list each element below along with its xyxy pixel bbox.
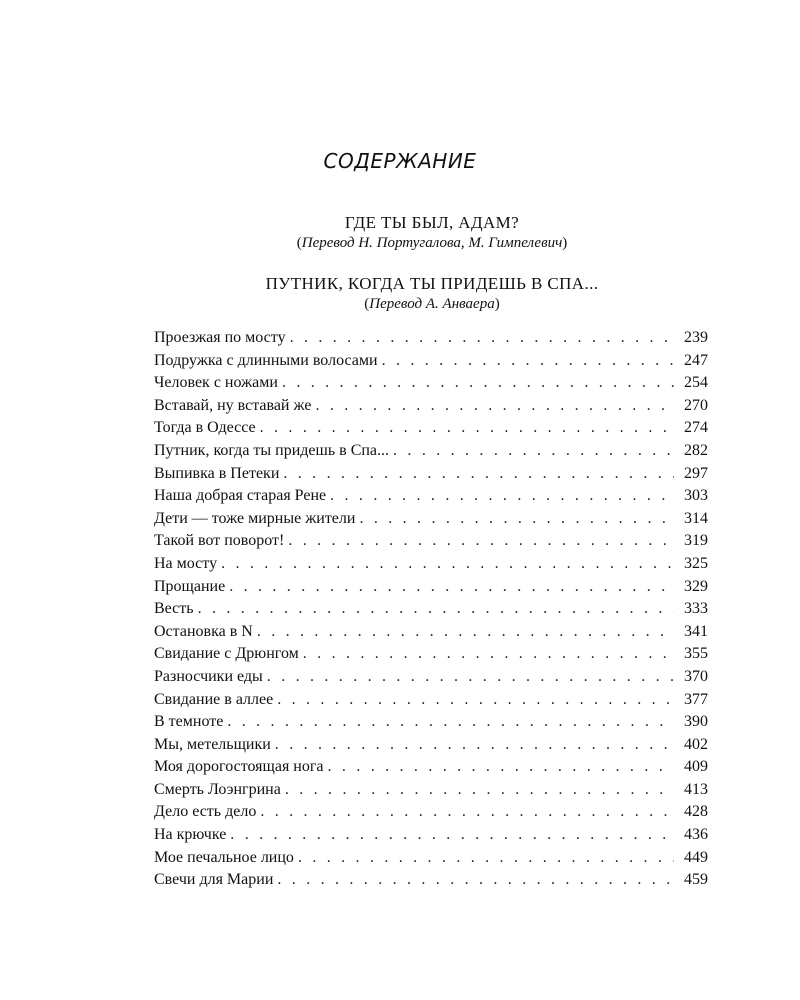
toc-entry xyxy=(154,711,708,734)
toc-entry-page: 390 xyxy=(684,713,708,731)
dot-leader xyxy=(328,756,674,779)
dot-leader xyxy=(277,689,674,712)
dot-leader xyxy=(315,395,674,418)
translator-names: Перевод Н. Португалова, М. Гимпелевич xyxy=(301,235,563,251)
toc-entry-page: 274 xyxy=(684,419,708,437)
dot-leader xyxy=(277,869,674,892)
toc-entry xyxy=(154,734,708,757)
toc-entry xyxy=(154,643,708,666)
toc-entry-page: 314 xyxy=(684,509,708,527)
table-of-contents xyxy=(154,327,708,892)
toc-entry-page: 247 xyxy=(684,351,708,369)
toc-entry-title: Мое печальное лицо xyxy=(154,848,294,866)
toc-entry-title: Тогда в Одессе xyxy=(154,419,256,437)
dot-leader xyxy=(227,711,674,734)
dot-leader xyxy=(283,463,674,486)
toc-entry-title: Вставай, ну вставай же xyxy=(154,396,312,414)
toc-entry-page: 254 xyxy=(684,374,708,392)
dot-leader xyxy=(260,417,674,440)
toc-entry-title: В темноте xyxy=(154,713,224,731)
toc-entry-page: 341 xyxy=(684,622,708,640)
toc-entry-title: Остановка в N xyxy=(154,622,253,640)
dot-leader xyxy=(257,621,674,644)
page-title: СОДЕРЖАНИЕ xyxy=(323,149,477,173)
toc-entry xyxy=(154,847,708,870)
section-where-were-you-adam xyxy=(0,213,800,253)
dot-leader xyxy=(298,847,674,870)
dot-leader xyxy=(275,734,674,757)
section-title: ГДЕ ТЫ БЫЛ, АДАМ? xyxy=(344,213,520,232)
toc-entry-page: 436 xyxy=(684,826,708,844)
translator-names: Перевод А. Анваера xyxy=(369,296,495,312)
toc-entry-title: Выпивка в Петеки xyxy=(154,464,280,482)
toc-entry xyxy=(154,824,708,847)
toc-entry-title: Разносчики еды xyxy=(154,667,263,685)
dot-leader xyxy=(393,440,674,463)
dot-leader xyxy=(198,598,674,621)
dot-leader xyxy=(382,350,674,373)
toc-entry xyxy=(154,553,708,576)
toc-entry xyxy=(154,689,708,712)
paren-close: ) xyxy=(562,235,568,251)
toc-entry xyxy=(154,598,708,621)
toc-entry xyxy=(154,485,708,508)
toc-entry xyxy=(154,666,708,689)
toc-entry xyxy=(154,530,708,553)
toc-entry xyxy=(154,395,708,418)
toc-entry xyxy=(154,779,708,802)
toc-entry-page: 459 xyxy=(684,871,708,889)
section-title: ПУТНИК, КОГДА ТЫ ПРИДЕШЬ В СПА... xyxy=(265,274,599,293)
toc-entry-title: Моя дорогостоящая нога xyxy=(154,758,324,776)
toc-entry-title: На мосту xyxy=(154,554,218,572)
toc-entry-title: Смерть Лоэнгрина xyxy=(154,780,281,798)
toc-entry-title: Дело есть дело xyxy=(154,803,257,821)
toc-entry-page: 329 xyxy=(684,577,708,595)
toc-entry-page: 449 xyxy=(684,848,708,866)
toc-entry-page: 333 xyxy=(684,600,708,618)
toc-entry-page: 355 xyxy=(684,645,708,663)
toc-entry-page: 303 xyxy=(684,487,708,505)
toc-entry-title: Свидание с Дрюнгом xyxy=(154,645,299,663)
toc-entry-title: Мы, метельщики xyxy=(154,735,271,753)
dot-leader xyxy=(282,372,674,395)
toc-entry-page: 270 xyxy=(684,396,708,414)
toc-entry xyxy=(154,869,708,892)
dot-leader xyxy=(330,485,674,508)
toc-entry xyxy=(154,621,708,644)
dot-leader xyxy=(260,801,674,824)
toc-entry-page: 239 xyxy=(684,329,708,346)
toc-entry-title: Путник, когда ты придешь в Спа... xyxy=(154,441,390,459)
toc-entry-page: 370 xyxy=(684,667,708,685)
toc-entry-page: 297 xyxy=(684,464,708,482)
toc-entry xyxy=(154,350,708,373)
toc-entry-page: 402 xyxy=(684,735,708,753)
toc-entry-title: Такой вот поворот! xyxy=(154,532,285,550)
toc-entry-title: Свечи для Марии xyxy=(154,871,274,889)
translator-credit xyxy=(0,233,800,253)
toc-entry-title: Подружка с длинными волосами xyxy=(154,351,378,369)
toc-entry xyxy=(154,756,708,779)
dot-leader xyxy=(230,824,674,847)
translator-credit xyxy=(0,294,800,314)
paren-close: ) xyxy=(494,296,500,312)
toc-entry-page: 413 xyxy=(684,780,708,798)
dot-leader xyxy=(221,553,674,576)
dot-leader xyxy=(359,508,674,531)
toc-entry-title: На крючке xyxy=(154,826,227,844)
section-traveler-spa xyxy=(0,274,800,314)
dot-leader xyxy=(267,666,674,689)
toc-entry-title: Весть xyxy=(154,600,194,618)
toc-entry xyxy=(154,463,708,486)
toc-entry-page: 282 xyxy=(684,441,708,459)
toc-entry-title: Проезжая по мосту xyxy=(154,329,286,346)
toc-entry xyxy=(154,576,708,599)
toc-entry-page: 377 xyxy=(684,690,708,708)
toc-entry xyxy=(154,440,708,463)
toc-entry-title: Человек с ножами xyxy=(154,374,278,392)
toc-entry xyxy=(154,508,708,531)
dot-leader xyxy=(285,779,674,802)
toc-entry xyxy=(154,417,708,440)
toc-entry-page: 319 xyxy=(684,532,708,550)
dot-leader xyxy=(288,530,674,553)
toc-entry-title: Свидание в аллее xyxy=(154,690,274,708)
dot-leader xyxy=(290,327,674,350)
toc-entry-title: Прощание xyxy=(154,577,226,595)
toc-entry-title: Дети — тоже мирные жители xyxy=(154,509,356,527)
paren-open: ( xyxy=(364,296,370,312)
toc-entry-title: Наша добрая старая Рене xyxy=(154,487,327,505)
toc-entry-page: 409 xyxy=(684,758,708,776)
dot-leader xyxy=(229,576,674,599)
toc-entry xyxy=(154,372,708,395)
toc-entry-page: 428 xyxy=(684,803,708,821)
toc-entry-page: 325 xyxy=(684,554,708,572)
dot-leader xyxy=(303,643,674,666)
toc-entry xyxy=(154,801,708,824)
paren-open: ( xyxy=(296,235,302,251)
toc-entry xyxy=(154,327,708,350)
